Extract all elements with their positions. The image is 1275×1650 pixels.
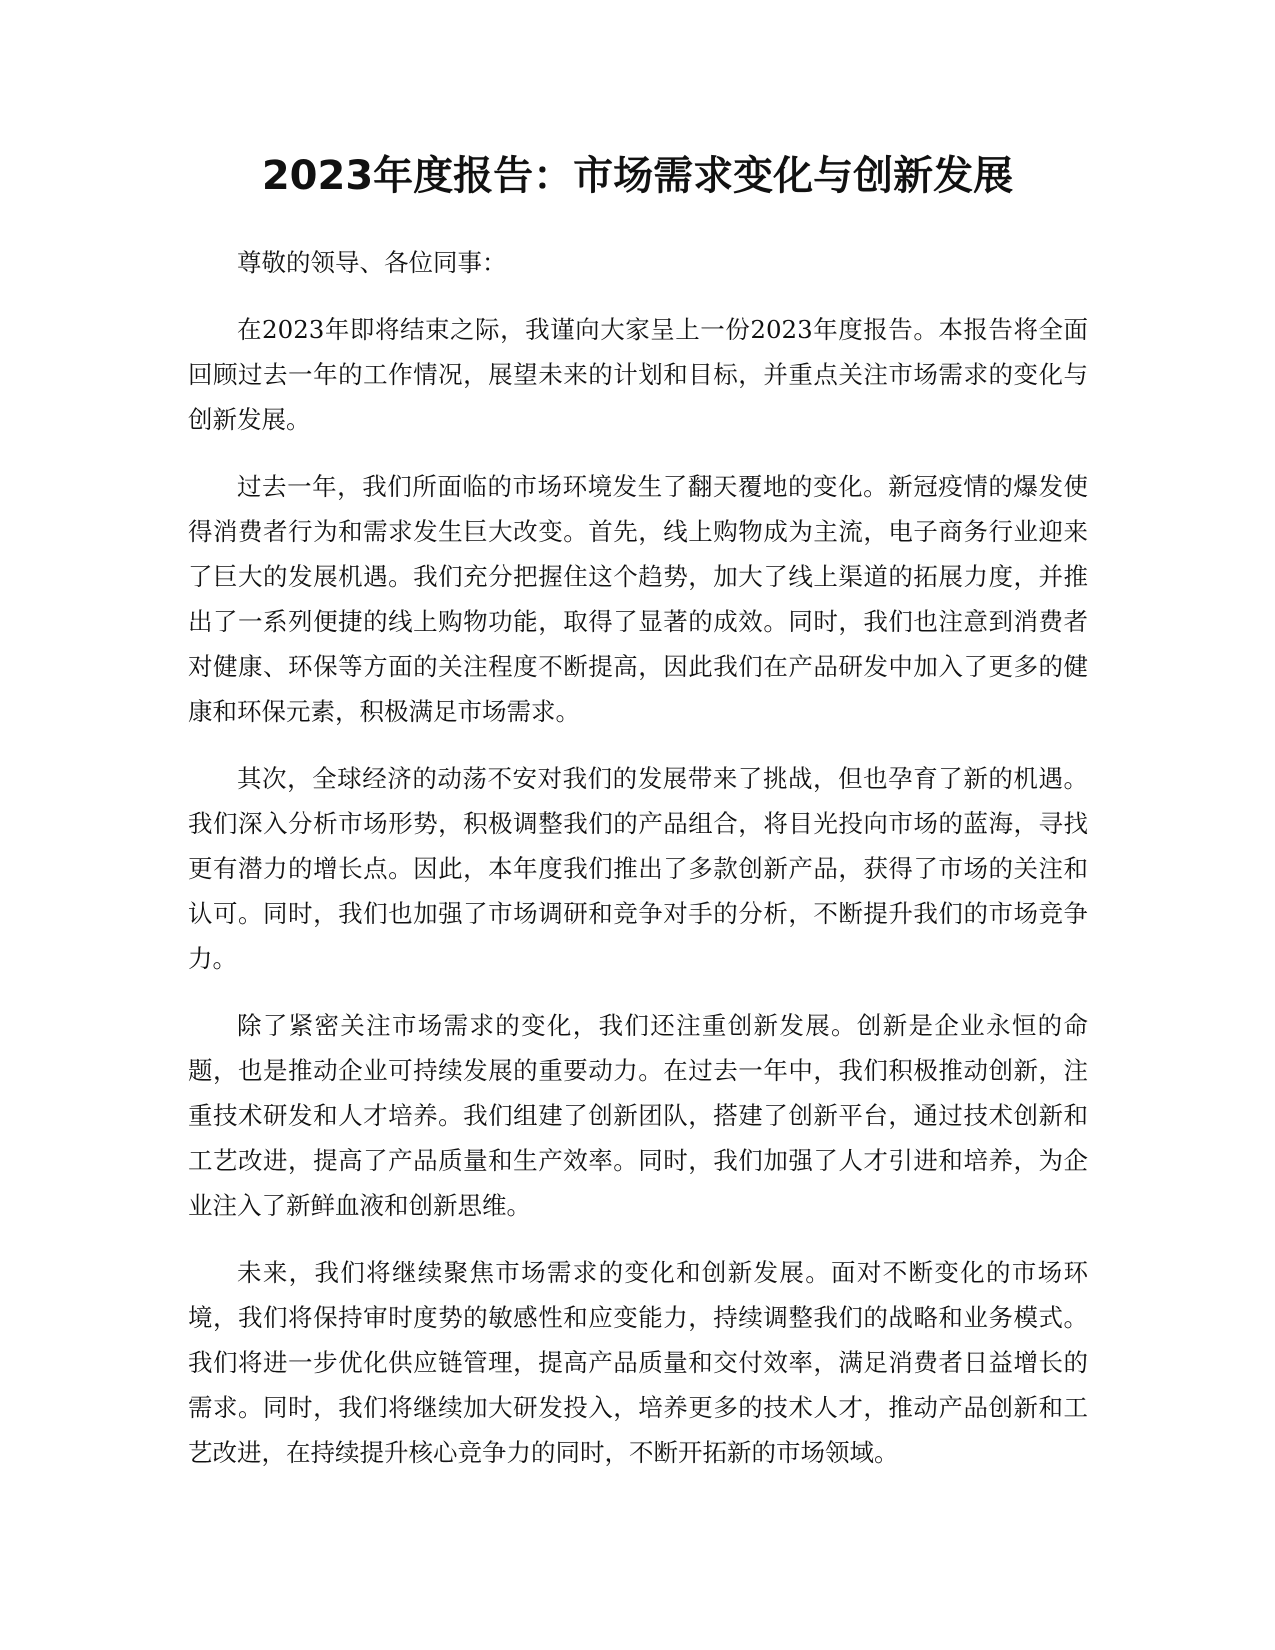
paragraph-innovation: 除了紧密关注市场需求的变化，我们还注重创新发展。创新是企业永恒的命题，也是推动企业可持续发展的重要动力。在过去一年中，我们积极推动创新，注重技术研发和人才培养。我们组建了创新团队，搭建了创新平台，通过技术创新和工艺改进，提高了产品质量和生产效率。同时，我们加强了人才引进和培养，为企业注入了新鲜血液和创新思维。 bbox=[188, 1011, 1088, 1220]
paragraph-global-economy: 其次，全球经济的动荡不安对我们的发展带来了挑战，但也孕育了新的机遇。我们深入分析市场形势，积极调整我们的产品组合，将目光投向市场的蓝海，寻找更有潜力的增长点。因此，本年度我们推出了多款创新产品，获得了市场的关注和认可。同时，我们也加强了市场调研和竞争对手的分析，不断提升我们的市场竞争力。 bbox=[188, 764, 1088, 973]
salutation: 尊敬的领导、各位同事： bbox=[237, 248, 507, 277]
page-title: 2023年度报告：市场需求变化与创新发展 bbox=[261, 153, 1014, 199]
paragraph-intro: 在2023年即将结束之际，我谨向大家呈上一份2023年度报告。本报告将全面回顾过去一年的工作情况，展望未来的计划和目标，并重点关注市场需求的变化与创新发展。 bbox=[188, 315, 1088, 434]
paragraph-future: 未来，我们将继续聚焦市场需求的变化和创新发展。面对不断变化的市场环境，我们将保持审时度势的敏感性和应变能力，持续调整我们的战略和业务模式。我们将进一步优化供应链管理，提高产品质量和交付效率，满足消费者日益增长的需求。同时，我们将继续加大研发投入，培养更多的技术人才，推动产品创新和工艺改进，在持续提升核心竞争力的同时，不断开拓新的市场领域。 bbox=[188, 1258, 1088, 1467]
paragraph-market-environment: 过去一年，我们所面临的市场环境发生了翻天覆地的变化。新冠疫情的爆发使得消费者行为和需求发生巨大改变。首先，线上购物成为主流，电子商务行业迎来了巨大的发展机遇。我们充分把握住这个趋势，加大了线上渠道的拓展力度，并推出了一系列便捷的线上购物功能，取得了显著的成效。同时，我们也注意到消费者对健康、环保等方面的关注程度不断提高，因此我们在产品研发中加入了更多的健康和环保元素，积极满足市场需求。 bbox=[188, 472, 1088, 726]
document-body bbox=[188, 240, 1088, 1497]
